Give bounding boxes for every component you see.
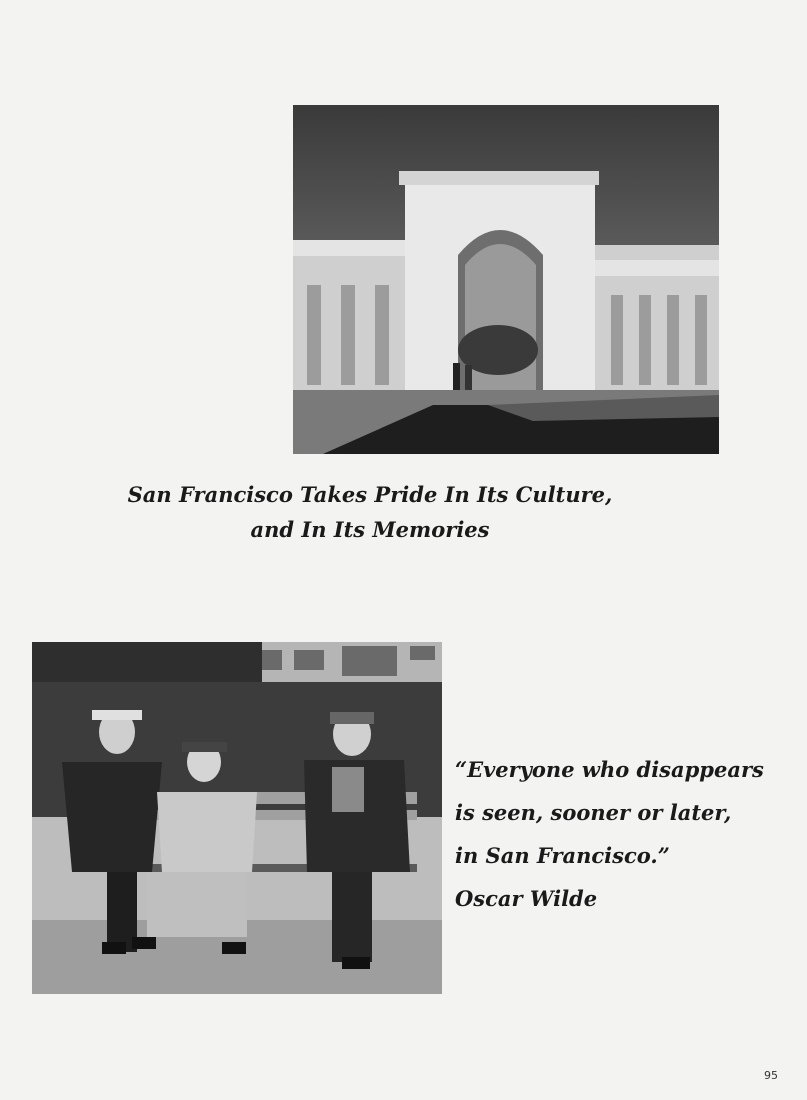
quote-line-2: is seen, sooner or later, — [455, 800, 732, 825]
photo-caption — [100, 477, 640, 547]
quote-author: Oscar Wilde — [455, 886, 598, 911]
bench-photo-image — [32, 642, 442, 994]
quote-line-3: in San Francisco.” — [455, 843, 670, 868]
caption-line-2: and In Its Memories — [250, 517, 490, 542]
bench-photo — [32, 642, 442, 994]
quotation — [455, 748, 795, 920]
arch-photo — [293, 105, 719, 454]
caption-line-1: San Francisco Takes Pride In Its Culture, — [127, 482, 613, 507]
quote-line-1: “Everyone who disappears — [455, 757, 764, 782]
arch-photo-image — [293, 105, 719, 454]
page-number: 95 — [764, 1069, 778, 1082]
